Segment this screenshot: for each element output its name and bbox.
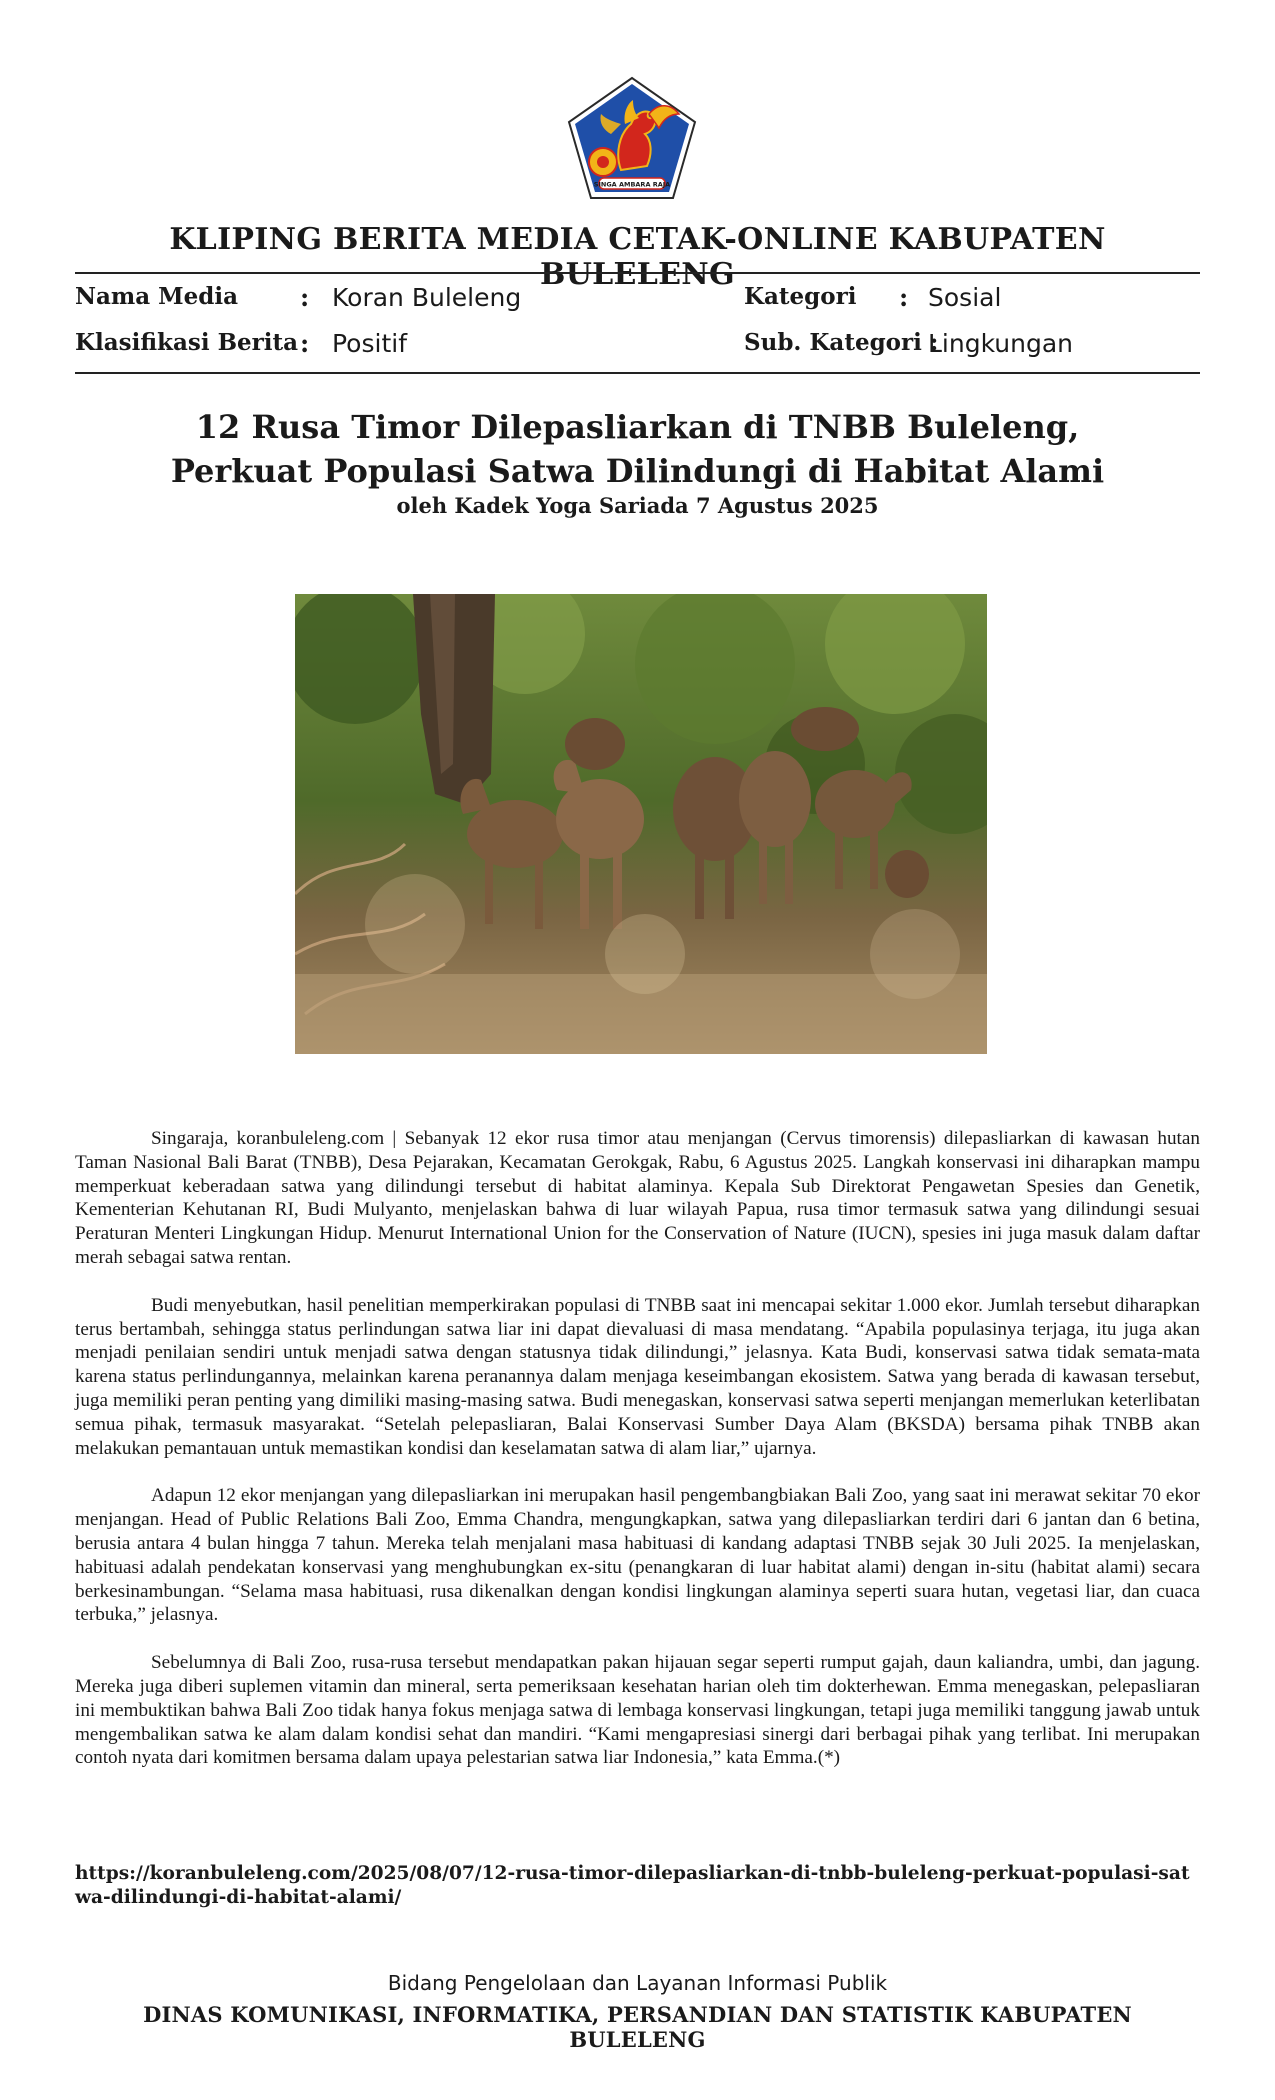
article-paragraph-2: Budi menyebutkan, hasil penelitian memperkirakan populasi di TNBB saat ini mencapai sekitar 1.000 ekor. Jumlah tersebut diharapkan terus bertambah, sehingga status perlindungan satwa liar ini dapat dievaluasi di masa mendatang. “Apabila populasinya terjaga, itu juga akan menjadi penilaian sendiri untuk menjadi satwa dengan statusnya tidak dilindungi,” jelasnya. Kata Budi, konservasi satwa tidak semata-mata karena status perlindungannya, melainkan karena peranannya dalam menjaga keseimbangan ekosistem. Satwa yang berada di kawasan tersebut, juga memiliki peran penting yang dimiliki masing-masing satwa. Budi menegaskan, konservasi satwa seperti menjangan memerlukan keterlibatan semua pihak, termasuk masyarakat. “Setelah pelepasliaran, Balai Konservasi Sumber Daya Alam (BKSDA) bersama pihak TNBB akan melakukan pemantauan untuk memastikan kondisi dan keselamatan satwa di alam liar,” ujarnya. <box>75 1294 1200 1459</box>
article-byline: oleh Kadek Yoga Sariada 7 Agustus 2025 <box>396 493 879 518</box>
media-label: Nama Media <box>75 283 238 310</box>
clipping-header-title: KLIPING BERITA MEDIA CETAK-ONLINE KABUPATEN BULELENG <box>169 222 1106 292</box>
article-body <box>75 1127 1200 1794</box>
klasifikasi-colon: : <box>300 329 310 358</box>
kategori-label: Kategori <box>744 283 857 310</box>
article-title <box>75 405 1200 493</box>
subkategori-label: Sub. Kategori : <box>744 329 939 356</box>
article-title-line1: 12 Rusa Timor Dilepasliarkan di TNBB Buleleng, <box>195 408 1080 446</box>
header-divider-bottom <box>75 372 1200 374</box>
footer-agency: DINAS KOMUNIKASI, INFORMATIKA, PERSANDIAN DAN STATISTIK KABUPATEN BULELENG <box>143 2002 1132 2052</box>
header-divider-top <box>75 272 1200 274</box>
kategori-value: Sosial <box>928 283 1002 312</box>
article-paragraph-4: Sebelumnya di Bali Zoo, rusa-rusa tersebut mendapatkan pakan hijauan segar seperti rumput gajah, daun kaliandra, umbi, dan jagung. Mereka juga diberi suplemen vitamin dan mineral, serta pemeriksaan kesehatan harian oleh tim dokterhewan. Emma menegaskan, pelepasliaran ini membuktikan bahwa Bali Zoo tidak hanya fokus menjaga satwa di lembaga konservasi lingkungan, tetapi juga memiliki tanggung jawab untuk mengembalikan satwa ke alam dalam kondisi sehat dan mandiri. “Kami mengapresiasi sinergi dari berbagai pihak yang terlibat. Ini merupakan contoh nyata dari komitmen bersama dalam upaya pelestarian satwa liar Indonesia,” kata Emma.(*) <box>75 1652 1200 1769</box>
article-title-line2: Perkuat Populasi Satwa Dilindungi di Habitat Alami <box>170 452 1105 490</box>
klasifikasi-label: Klasifikasi Berita <box>75 329 299 356</box>
article-paragraph-3: Adapun 12 ekor menjangan yang dilepasliarkan ini merupakan hasil pengembangbiakan Bali Zoo, yang saat ini merawat sekitar 70 ekor menjangan. Head of Public Relations Bali Zoo, Emma Chandra, mengungkapkan, satwa yang dilepasliarkan terdiri dari 6 jantan dan 6 betina, berusia antara 4 bulan hingga 7 tahun. Mereka telah menjalani masa habituasi di kandang adaptasi TNBB sejak 30 Juli 2025. Ia menjelaskan, habituasi adalah pendekatan konservasi yang menghubungkan ex-situ (penangkaran di luar habitat alami) dengan in-situ (habitat alami) secara berkesinambungan. “Selama masa habituasi, rusa dikenalkan dengan kondisi lingkungan alaminya seperti suara hutan, vegetasi liar, dan cuaca terbuka,” jelasnya. <box>75 1485 1200 1626</box>
media-value: Koran Buleleng <box>332 283 522 312</box>
buleleng-emblem-icon <box>563 74 701 202</box>
emblem-caption: SINGA AMBARA RAJA <box>593 180 671 189</box>
media-colon: : <box>300 283 310 312</box>
article-paragraph-1: Singaraja, koranbuleleng.com | Sebanyak 12 ekor rusa timor atau menjangan (Cervus timorensis) dilepasliarkan di kawasan hutan Taman Nasional Bali Barat (TNBB), Desa Pejarakan, Kecamatan Gerokgak, Rabu, 6 Agustus 2025. Langkah konservasi ini diharapkan mampu memperkuat keberadaan satwa yang dilindungi tersebut di habitat alaminya. Kepala Sub Direktorat Pengawetan Spesies dan Genetik, Kementerian Kehutanan RI, Budi Mulyanto, menjelaskan bahwa di luar wilayah Papua, rusa timor termasuk satwa yang dilindungi sesuai Peraturan Menteri Lingkungan Hidup. Menurut International Union for the Conservation of Nature (IUCN), spesies ini juga masuk dalam daftar merah sebagai satwa rentan. <box>75 1128 1200 1268</box>
footer-division: Bidang Pengelolaan dan Layanan Informasi Publik <box>387 1971 888 1995</box>
source-url-link[interactable]: https://koranbuleleng.com/2025/08/07/12-rusa-timor-dilepasliarkan-di-tnbb-buleleng-perkuat-populasi-satwa-dilindungi-di-habitat-alami/ <box>75 1863 1190 1908</box>
kategori-colon: : <box>899 283 909 312</box>
subkategori-value: Lingkungan <box>928 329 1074 358</box>
deer-herd-photo <box>295 594 987 1054</box>
klasifikasi-value: Positif <box>332 329 407 358</box>
